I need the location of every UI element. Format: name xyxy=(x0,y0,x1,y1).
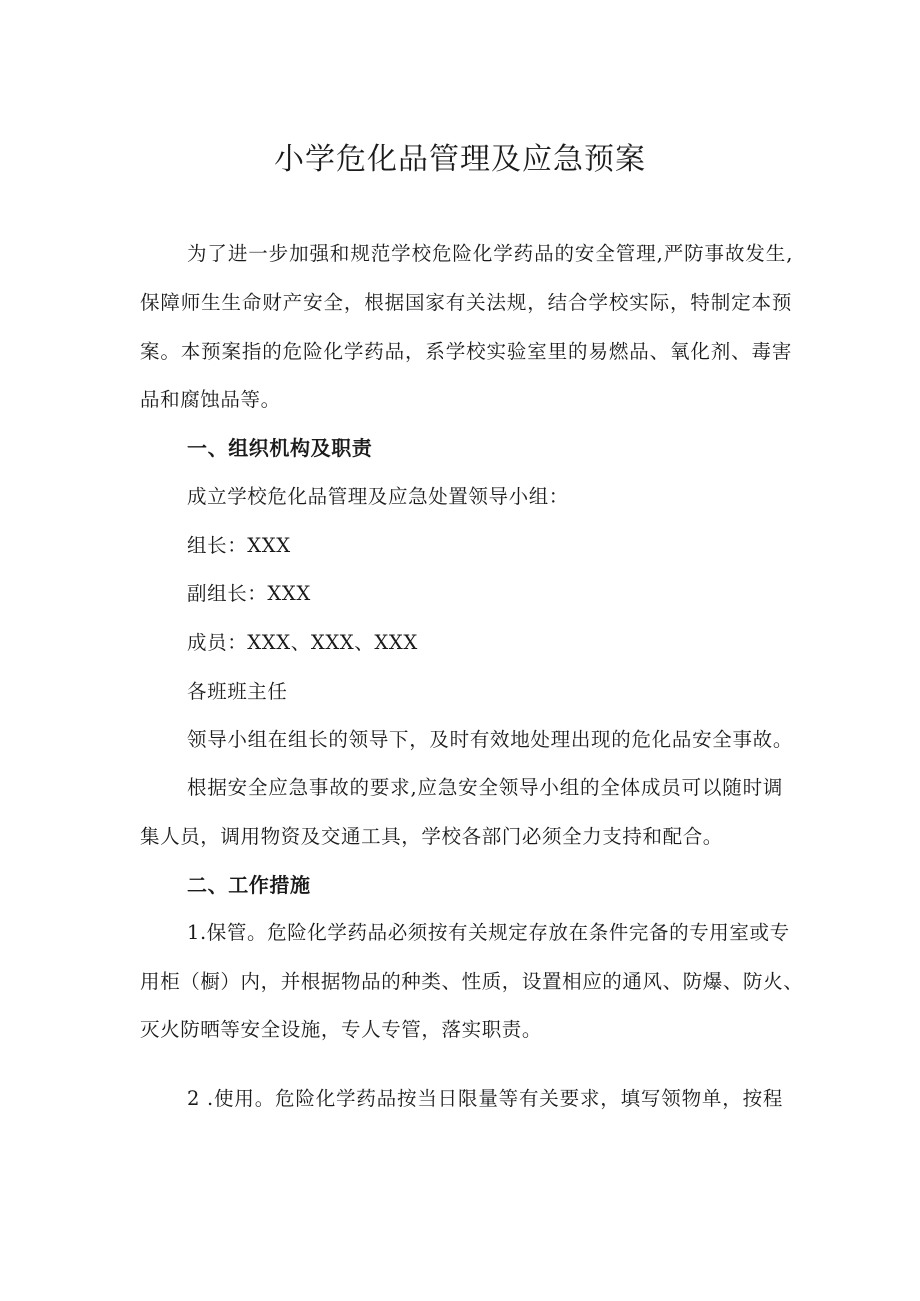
section1-line-6: 领导小组在组长的领导下，及时有效地处理出现的危化品安全事故。 xyxy=(187,728,793,751)
measure-1-line-2: 用柜（橱）内，并根据物品的种类、性质，设置相应的通风、防爆、防火、 xyxy=(140,970,804,993)
document-title: 小学危化品管理及应急预案 xyxy=(274,142,646,177)
intro-line-3: 案。本预案指的危险化学药品，系学校实验室里的易燃品、氧化剂、毒害 xyxy=(140,340,792,363)
section1-line-2: 组长：XXX xyxy=(187,534,291,557)
section1-line-5: 各班班主任 xyxy=(187,680,288,703)
intro-line-2: 保障师生生命财产安全，根据国家有关法规，结合学校实际，特制定本预 xyxy=(140,291,792,314)
measure-2-line-1: 2 .使用。危险化学药品按当日限量等有关要求，填写领物单，按程 xyxy=(187,1087,783,1110)
section1-line-7: 根据安全应急事故的要求,应急安全领导小组的全体成员可以随时调 xyxy=(187,776,783,799)
intro-line-1: 为了进一步加强和规范学校危险化学药品的安全管理,严防事故发生, xyxy=(187,242,793,265)
section1-line-8: 集人员，调用物资及交通工具，学校各部门必须全力支持和配合。 xyxy=(140,825,723,848)
section-heading-measures: 二、工作措施 xyxy=(187,873,311,897)
section1-line-3: 副组长：XXX xyxy=(187,582,311,605)
measure-1-line-3: 灭火防晒等安全设施，专人专管，落实职责。 xyxy=(140,1018,543,1041)
section1-line-1: 成立学校危化品管理及应急处置领导小组： xyxy=(187,485,569,508)
section1-line-4: 成员：XXX、XXX、XXX xyxy=(187,631,418,654)
section-heading-organization: 一、组织机构及职责 xyxy=(187,436,373,460)
intro-line-4: 品和腐蚀品等。 xyxy=(140,388,281,411)
measure-1-line-1: 1.保管。危险化学药品必须按有关规定存放在条件完备的专用室或专 xyxy=(187,921,790,944)
